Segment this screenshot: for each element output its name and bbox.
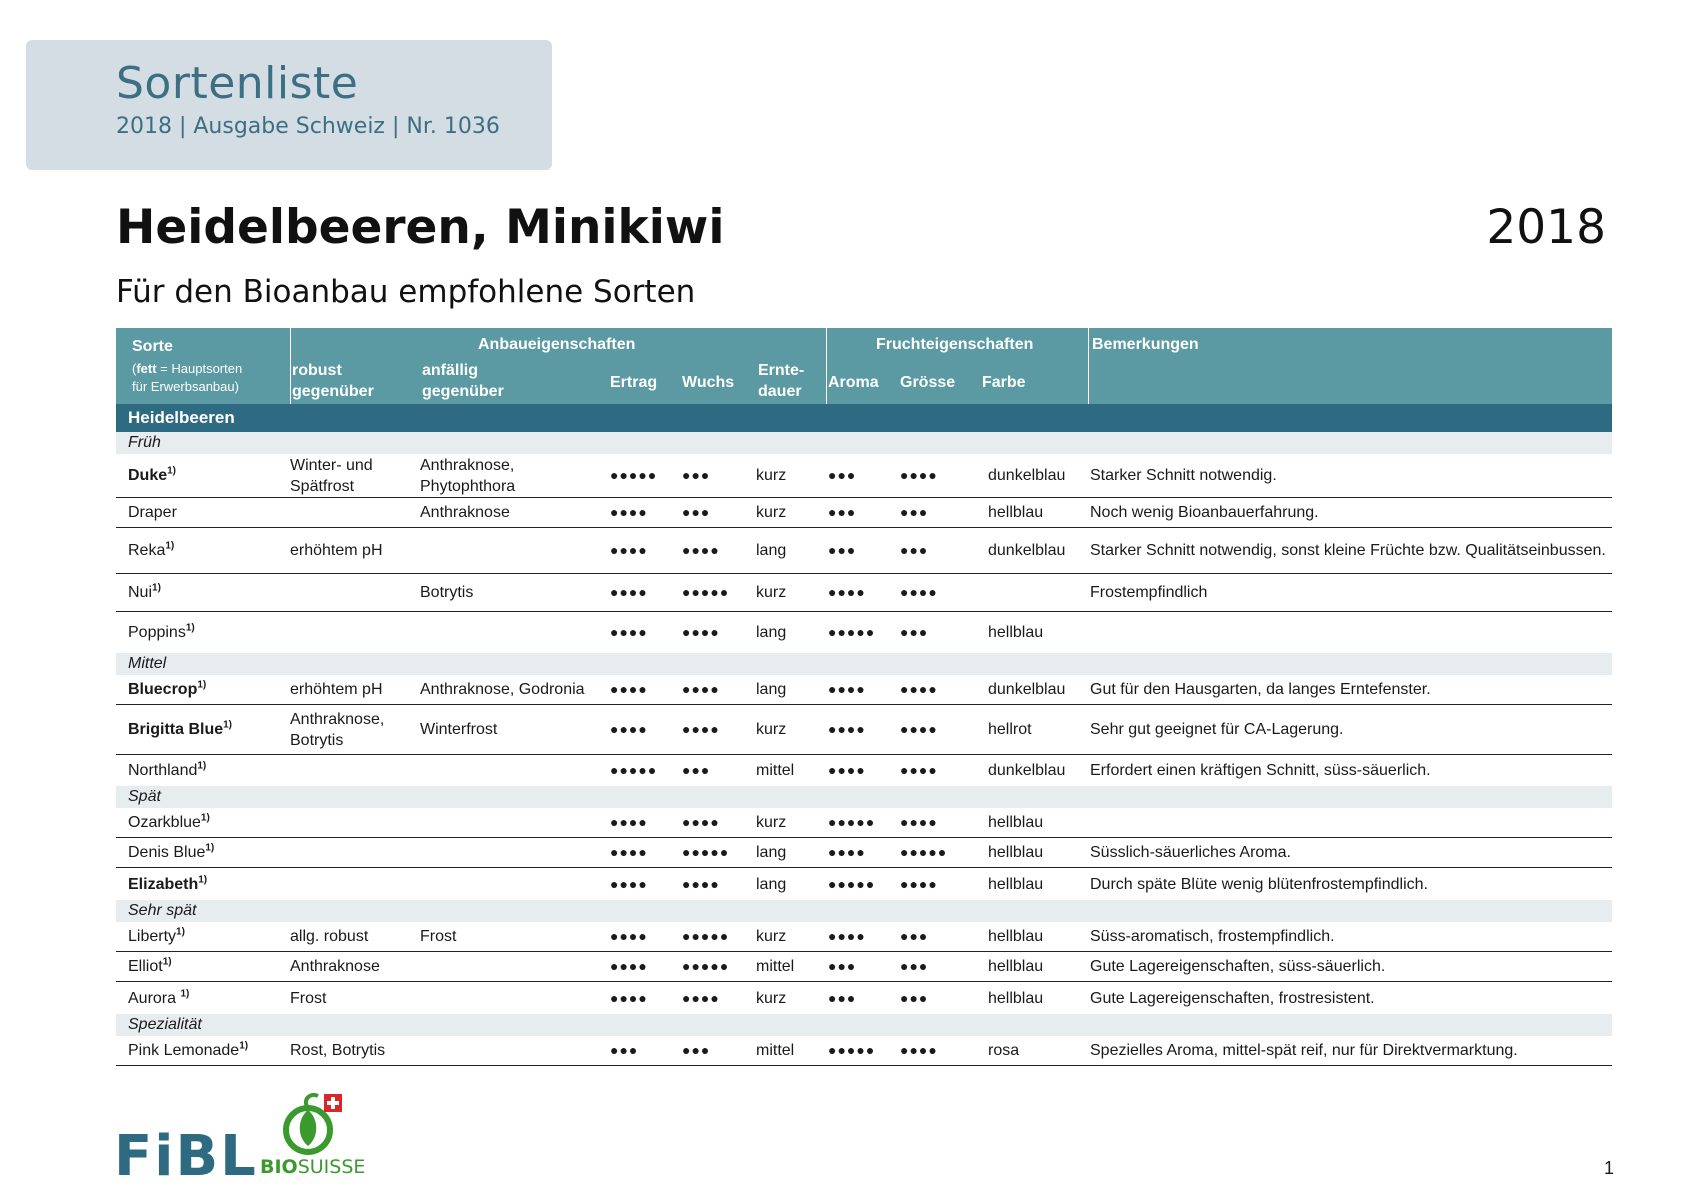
document-header-box <box>26 40 552 170</box>
cell-erntedauer: mittel <box>756 958 795 975</box>
cell-robust <box>290 612 418 653</box>
variety-name: Nui$^{1)}$ <box>128 582 161 601</box>
cell-robust: erhöhtem pH <box>290 542 383 559</box>
table-row <box>116 952 1612 982</box>
cell-wuchs: ●●● <box>682 762 711 778</box>
cell-erntedauer: lang <box>756 624 787 641</box>
cell-aroma: ●●●●● <box>828 875 876 892</box>
col-header-sorte-note: (fett = Hauptsorten <box>132 361 243 376</box>
cell-aroma: ●●●● <box>828 584 866 600</box>
cell-wuchs: ●●●●● <box>682 928 730 944</box>
table-row <box>116 498 1612 528</box>
group-spaet: Spät <box>116 786 1612 808</box>
cell-ertrag: ●●●● <box>610 844 648 860</box>
cell-bemerkung: Gut für den Hausgarten, da langes Erntefenster. <box>1090 681 1431 698</box>
cell-ertrag: ●●●● <box>610 584 648 600</box>
cell-robust <box>290 755 418 786</box>
col-header-groesse: Grösse <box>900 374 956 391</box>
cell-bemerkung: Sehr gut geeignet für CA-Lagerung. <box>1090 721 1344 738</box>
table-row <box>116 982 1612 1014</box>
cell-groesse: ●●● <box>900 504 929 520</box>
cell-bemerkung: Starker Schnitt notwendig. <box>1090 467 1277 484</box>
cell-aroma: ●●● <box>828 989 857 1006</box>
cell-ertrag: ●●● <box>610 1042 639 1058</box>
col-header-robust: robust <box>292 362 342 379</box>
cell-ertrag: ●●●● <box>610 721 648 737</box>
variety-name: Denis Blue$^{1)}$ <box>128 842 215 861</box>
table-row <box>116 705 1612 755</box>
cell-robust <box>290 838 418 867</box>
cell-anfaellig <box>420 612 610 653</box>
table-row <box>116 675 1612 705</box>
biosuisse-logo-text: BIOSUISSE <box>260 1156 366 1178</box>
cell-erntedauer: kurz <box>756 928 787 945</box>
cell-ertrag: ●●●●● <box>610 762 658 778</box>
cell-farbe: hellblau <box>988 844 1044 861</box>
cell-farbe: hellrot <box>988 721 1032 738</box>
cell-erntedauer: kurz <box>756 814 787 831</box>
cell-aroma: ●●● <box>828 958 857 974</box>
cell-bemerkung: Noch wenig Bioanbauerfahrung. <box>1090 504 1319 521</box>
variety-name: Brigitta Blue$^{1)}$ <box>128 719 233 738</box>
variety-name: Reka$^{1)}$ <box>128 540 175 559</box>
cell-groesse: ●●●● <box>900 762 938 778</box>
variety-name: Draper <box>128 504 177 521</box>
biosuisse-bud-icon <box>280 1090 346 1156</box>
cell-anfaellig <box>420 528 610 573</box>
cell-groesse: ●●●● <box>900 584 938 600</box>
cell-wuchs: ●●●●● <box>682 584 730 600</box>
cell-ertrag: ●●●● <box>610 542 648 558</box>
cell-anfaellig <box>420 808 610 837</box>
variety-name: Northland$^{1)}$ <box>128 760 207 779</box>
variety-name: Elliot$^{1)}$ <box>128 956 172 975</box>
cell-erntedauer: kurz <box>756 989 787 1007</box>
cell-groesse: ●●● <box>900 624 929 640</box>
table-header <box>116 328 1612 404</box>
cell-farbe: hellblau <box>988 989 1044 1007</box>
group-spezialitaet: Spezialität <box>116 1014 1612 1036</box>
cell-aroma: ●●●● <box>828 844 866 860</box>
cell-robust <box>290 868 418 900</box>
group-mittel: Mittel <box>116 653 1612 675</box>
variety-name: Duke$^{1)}$ <box>128 465 177 484</box>
cell-anfaellig: Anthraknose, Godronia <box>420 681 585 698</box>
cell-groesse: ●●●●● <box>900 844 948 860</box>
col-header-anfaellig: anfällig <box>422 362 479 379</box>
table-row <box>116 454 1612 498</box>
fibl-logo: FiBL <box>114 1124 258 1189</box>
cell-robust: Rost, Botrytis <box>290 1042 386 1059</box>
table-row <box>116 808 1612 838</box>
group-sehr-spaet: Sehr spät <box>116 900 1612 922</box>
col-header-sorte-note-2: für Erwerbsanbau) <box>132 379 239 394</box>
cell-erntedauer: kurz <box>756 584 787 601</box>
cell-robust: Anthraknose, Botrytis <box>290 710 385 749</box>
cell-anfaellig: Anthraknose <box>420 504 510 521</box>
cell-robust: Winter- und Spätfrost <box>290 456 373 495</box>
cell-wuchs: ●●● <box>682 504 711 520</box>
cell-farbe: dunkelblau <box>988 681 1066 698</box>
cell-aroma: ●●●●● <box>828 814 876 830</box>
cell-farbe: rosa <box>988 1042 1020 1059</box>
cell-aroma: ●●●●● <box>828 624 876 640</box>
variety-name: Poppins$^{1)}$ <box>128 622 195 641</box>
cell-aroma: ●●● <box>828 467 857 483</box>
cell-erntedauer: kurz <box>756 504 787 521</box>
cell-erntedauer: mittel <box>756 1042 795 1059</box>
cell-aroma: ●●● <box>828 542 857 558</box>
cell-erntedauer: mittel <box>756 762 795 779</box>
table-row <box>116 868 1612 900</box>
col-header-ertrag: Ertrag <box>610 374 658 391</box>
cell-ertrag: ●●●● <box>610 814 648 830</box>
variety-name: Bluecrop$^{1)}$ <box>128 679 207 698</box>
variety-name: Ozarkblue$^{1)}$ <box>128 812 210 831</box>
cell-wuchs: ●●●●● <box>682 958 730 974</box>
cell-wuchs: ●●●● <box>682 624 720 640</box>
col-header-sorte: Sorte <box>132 338 173 355</box>
cell-bemerkung: Starker Schnitt notwendig, sonst kleine Früchte bzw. Qualitätseinbussen. <box>1090 542 1606 559</box>
cell-farbe: hellblau <box>988 624 1044 641</box>
variety-name: Liberty$^{1)}$ <box>128 926 185 945</box>
table-row <box>116 612 1612 653</box>
cell-wuchs: ●●● <box>682 1042 711 1058</box>
cell-anfaellig: Winterfrost <box>420 721 498 738</box>
table-row <box>116 838 1612 868</box>
cell-wuchs: ●●● <box>682 467 711 483</box>
cell-farbe: dunkelblau <box>988 542 1066 559</box>
cell-anfaellig: Anthraknose, Phytophthora <box>420 456 516 495</box>
cell-groesse: ●●● <box>900 928 929 944</box>
cell-farbe: dunkelblau <box>988 762 1066 779</box>
cell-wuchs: ●●●● <box>682 875 720 892</box>
cell-anfaellig <box>420 1036 610 1065</box>
cell-robust: Frost <box>290 989 327 1007</box>
cell-ertrag: ●●●● <box>610 989 648 1006</box>
cell-aroma: ●●●● <box>828 762 866 778</box>
cell-groesse: ●●●● <box>900 814 938 830</box>
table-row <box>116 1036 1612 1066</box>
document-edition-info: 2018 | Ausgabe Schweiz | Nr. 1036 <box>116 114 500 139</box>
variety-name: Aurora $^{1)}$ <box>128 988 190 1007</box>
cell-bemerkung: Frostempfindlich <box>1090 584 1208 601</box>
cell-ertrag: ●●●● <box>610 504 648 520</box>
cell-anfaellig <box>420 755 610 786</box>
cell-wuchs: ●●●● <box>682 814 720 830</box>
cell-wuchs: ●●●● <box>682 721 720 737</box>
cell-erntedauer: lang <box>756 681 787 698</box>
cell-erntedauer: lang <box>756 875 787 893</box>
cell-groesse: ●●●● <box>900 467 938 483</box>
cell-groesse: ●●● <box>900 542 929 558</box>
cell-ertrag: ●●●● <box>610 624 648 640</box>
cell-groesse: ●●●● <box>900 681 938 697</box>
cell-erntedauer: lang <box>756 844 787 861</box>
col-header-farbe: Farbe <box>982 374 1026 391</box>
cell-ertrag: ●●●● <box>610 681 648 697</box>
table-row <box>116 528 1612 574</box>
cell-robust: erhöhtem pH <box>290 681 383 698</box>
page-title: Heidelbeeren, Minikiwi <box>116 200 725 255</box>
cell-bemerkung: Erfordert einen kräftigen Schnitt, süss-säuerlich. <box>1090 762 1431 779</box>
cell-erntedauer: kurz <box>756 721 787 738</box>
cell-farbe: dunkelblau <box>988 467 1066 484</box>
variety-name: Elizabeth$^{1)}$ <box>128 874 208 893</box>
cell-erntedauer: lang <box>756 542 787 559</box>
col-header-robust-2: gegenüber <box>292 383 374 400</box>
cell-ertrag: ●●●● <box>610 928 648 944</box>
page-number: 1 <box>1604 1158 1615 1178</box>
cell-bemerkung <box>1090 808 1610 837</box>
cell-bemerkung: Gute Lagereigenschaften, frostresistent. <box>1090 989 1375 1007</box>
cell-bemerkung: Süsslich-säuerliches Aroma. <box>1090 844 1291 861</box>
col-header-erntedauer: Ernte- <box>758 362 805 379</box>
cell-bemerkung: Durch späte Blüte wenig blütenfrostempfindlich. <box>1090 875 1428 893</box>
col-header-wuchs: Wuchs <box>682 374 735 391</box>
cell-aroma: ●●●● <box>828 681 866 697</box>
col-group-frucht: Fruchteigenschaften <box>876 336 1034 353</box>
cell-aroma: ●●●●● <box>828 1042 876 1058</box>
cell-robust <box>290 574 418 611</box>
cell-robust <box>290 498 418 527</box>
table-row <box>116 574 1612 612</box>
cell-bemerkung: Süss-aromatisch, frostempfindlich. <box>1090 928 1335 945</box>
cell-aroma: ●●●● <box>828 721 866 737</box>
cell-erntedauer: kurz <box>756 467 787 484</box>
cell-anfaellig <box>420 868 610 900</box>
cell-farbe: hellblau <box>988 958 1044 975</box>
cell-ertrag: ●●●●● <box>610 467 658 483</box>
table-row <box>116 922 1612 952</box>
cell-ertrag: ●●●● <box>610 958 648 974</box>
section-heidelbeeren: Heidelbeeren <box>116 404 1612 432</box>
cell-ertrag: ●●●● <box>610 875 648 892</box>
col-header-aroma: Aroma <box>828 374 879 391</box>
cell-wuchs: ●●●● <box>682 681 720 697</box>
cell-wuchs: ●●●● <box>682 989 720 1006</box>
cell-groesse: ●●● <box>900 989 929 1006</box>
cell-anfaellig <box>420 952 610 981</box>
cell-farbe: hellblau <box>988 928 1044 945</box>
cell-bemerkung <box>1090 612 1610 653</box>
col-header-bemerkungen: Bemerkungen <box>1092 336 1199 353</box>
cell-groesse: ●●●● <box>900 875 938 892</box>
cell-groesse: ●●● <box>900 958 929 974</box>
cell-wuchs: ●●●● <box>682 542 720 558</box>
cell-farbe: hellblau <box>988 504 1044 521</box>
cell-anfaellig: Botrytis <box>420 584 474 601</box>
cell-farbe: hellblau <box>988 814 1044 831</box>
cell-wuchs: ●●●●● <box>682 844 730 860</box>
document-series-title: Sortenliste <box>116 58 359 109</box>
cell-robust <box>290 808 418 837</box>
cell-aroma: ●●●● <box>828 928 866 944</box>
cell-robust: Anthraknose <box>290 958 380 975</box>
page-subtitle: Für den Bioanbau empfohlene Sorten <box>116 274 696 310</box>
cell-groesse: ●●●● <box>900 1042 938 1058</box>
col-group-anbau: Anbaueigenschaften <box>478 336 636 353</box>
col-header-anfaellig-2: gegenüber <box>422 383 504 400</box>
variety-name: Pink Lemonade$^{1)}$ <box>128 1040 249 1059</box>
cell-bemerkung: Gute Lagereigenschaften, süss-säuerlich. <box>1090 958 1386 975</box>
page-year: 2018 <box>1486 200 1606 255</box>
cell-groesse: ●●●● <box>900 721 938 737</box>
cell-anfaellig <box>420 982 610 1014</box>
cell-anfaellig: Frost <box>420 928 457 945</box>
table-row <box>116 755 1612 786</box>
cell-bemerkung: Spezielles Aroma, mittel-spät reif, nur für Direktvermarktung. <box>1090 1042 1518 1059</box>
cell-farbe: hellblau <box>988 875 1044 893</box>
cell-aroma: ●●● <box>828 504 857 520</box>
cell-anfaellig <box>420 838 610 867</box>
col-header-erntedauer-2: dauer <box>758 383 802 400</box>
group-frueh: Früh <box>116 432 1612 454</box>
cell-robust: allg. robust <box>290 928 369 945</box>
cell-farbe <box>988 574 1088 611</box>
